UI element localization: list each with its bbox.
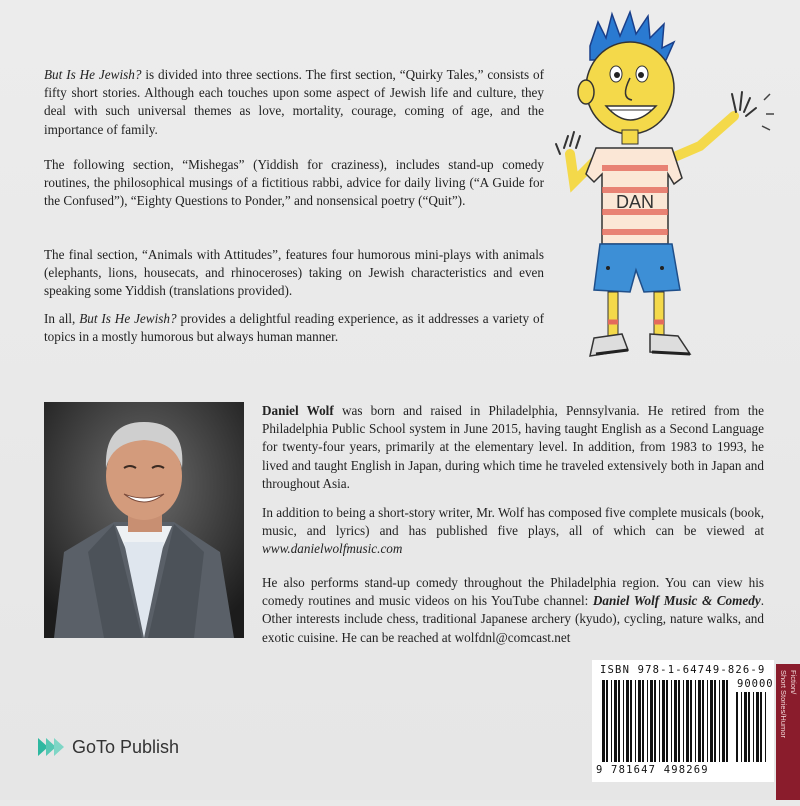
barcode-bar: [707, 680, 708, 762]
isbn-barcode: [602, 680, 732, 762]
barcode-bar: [710, 680, 713, 762]
barcode-bar: [642, 680, 644, 762]
book-title: But Is He Jewish?: [79, 311, 177, 326]
synopsis-paragraph-3: The final section, “Animals with Attitudes”, features four humorous mini-plays with animals (elephants, lions, housecats, and rhinoceroses) taking on Jewish characteristics and even speaking some Yiddish (translations provided).: [44, 247, 544, 299]
barcode-bar: [635, 680, 636, 762]
barcode-bar: [678, 680, 680, 762]
barcode-bar: [765, 692, 766, 762]
price-code: 90000: [737, 678, 774, 690]
barcode-bar: [760, 692, 762, 762]
price-barcode: [736, 692, 770, 762]
synopsis-text: In all,: [44, 311, 80, 326]
barcode-bar: [714, 680, 716, 762]
bio-paragraph-3: [262, 574, 764, 647]
bio-text: He also performs stand-up comedy throughout the Philadelphia region. You can view his comedy routines and music videos on his YouTube channel:: [262, 575, 764, 609]
barcode-bar: [753, 692, 754, 762]
publisher-logo: [36, 734, 179, 760]
barcode-bar: [726, 680, 728, 762]
synopsis-text: is divided into three sections. The first section, “Quirky Tales,” consists of fifty short stories. Although each touches upon some aspect of Jewish life and culture, they deal with such universal themes as love, mortality, courage, coming of age, and the importance of family.: [44, 67, 544, 137]
barcode-bar: [719, 680, 720, 762]
barcode-bar: [674, 680, 677, 762]
book-title: But Is He Jewish?: [44, 67, 142, 82]
synopsis-paragraph-2: The following section, “Mishegas” (Yiddish for craziness), includes stand-up comedy routines, the philosophical musings of a fictitious rabbi, advice for daily living (“A Guide for the Confused”), “Eighty Questions to Ponder,” and nonsensical poetry (“Quit”).: [44, 157, 544, 209]
publisher-name: GoTo Publish: [72, 736, 180, 757]
barcode-bar: [602, 680, 605, 762]
barcode-bar: [638, 680, 641, 762]
barcode-bar: [736, 692, 738, 762]
barcode-bar: [666, 680, 668, 762]
website-link[interactable]: www.danielwolfmusic.com: [262, 541, 403, 557]
barcode-bar: [659, 680, 660, 762]
genre-label: Fiction/ Short Stories/Humor: [779, 670, 798, 738]
barcode-bar: [744, 692, 747, 762]
author-photo: [44, 402, 244, 638]
synopsis-text: provides a delightful reading experience, as it addresses a variety of topics in a mostly humorous but always human manner.: [44, 311, 544, 345]
barcode-bar: [618, 680, 620, 762]
barcode-bar: [650, 680, 653, 762]
barcode-bar: [630, 680, 632, 762]
barcode-bar: [695, 680, 696, 762]
barcode-bar: [654, 680, 656, 762]
barcode-bar: [662, 680, 665, 762]
bio-text: was born and raised in Philadelphia, Pennsylvania. He retired from the Philadelphia Public School system in June 2015, having taught English as a Second Language for twenty-four years, primarily at the elementary level. In addition, from 1983 to 1993, he lived and taught English in Japan, during which time he traveled extensively both in Japan and throughout Asia.: [262, 403, 764, 491]
synopsis-paragraph-4: [44, 310, 544, 346]
barcode-bar: [671, 680, 672, 762]
barcode-bar: [683, 680, 684, 762]
barcode-bar: [626, 680, 629, 762]
genre-tab: [776, 664, 800, 800]
barcode-bar: [702, 680, 704, 762]
barcode-bar: [647, 680, 648, 762]
barcode-bar: [748, 692, 750, 762]
barcode-bar: [686, 680, 689, 762]
cartoon-illustration: [550, 8, 790, 378]
bio-text: In addition to being a short-story writer, Mr. Wolf has composed five complete musicals (book, music, and lyrics) and has published five plays, all of which can be viewed at: [262, 505, 764, 539]
barcode-bar: [611, 680, 612, 762]
barcode-bar: [606, 680, 608, 762]
bio-text: . Other interests include chess, traditional Japanese archery (kyudo), cycling, nature walks, and exotic cuisine. He can be reached at wolfdnl@comcast.net: [262, 593, 764, 645]
barcode-bar: [756, 692, 759, 762]
cartoon-shirt-text: DAN: [615, 192, 655, 212]
barcode-bar: [690, 680, 692, 762]
synopsis-paragraph-1: [44, 66, 544, 139]
barcode-bar: [698, 680, 701, 762]
barcode-bar: [614, 680, 617, 762]
barcode-bar: [741, 692, 742, 762]
isbn-label: ISBN 978-1-64749-826-9: [600, 664, 766, 676]
bio-paragraph-1: [262, 402, 764, 493]
barcode-bar: [722, 680, 725, 762]
barcode-bar: [623, 680, 624, 762]
barcode-digits: 9 781647 498269: [596, 764, 709, 776]
publisher-arrow-icon: [36, 734, 66, 760]
youtube-channel-name: Daniel Wolf Music & Comedy: [592, 593, 761, 609]
bio-paragraph-2: [262, 504, 764, 559]
author-name: Daniel Wolf: [262, 403, 334, 418]
